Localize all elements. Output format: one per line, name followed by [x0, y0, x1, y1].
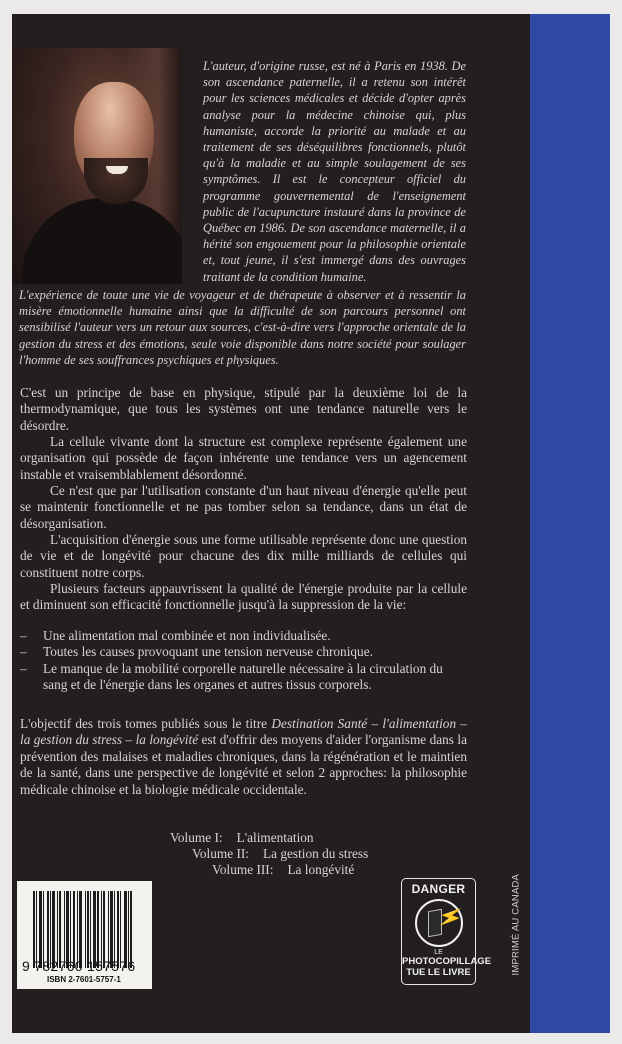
volume-title: L'alimentation [236, 830, 314, 845]
volume-number: Volume II: [192, 846, 249, 861]
objective-paragraph [20, 716, 467, 798]
volume-title: La longévité [287, 862, 355, 877]
list-item [20, 644, 467, 660]
list-item-text: Une alimentation mal combinée et non individualisée. [43, 628, 331, 643]
objective-rest: est d'offrir des moyens d'aider l'organisme dans la prévention des malaises et maladies chroniques, dans la régénération et le maintien de la santé, dans une perspective de longévité et selon 2 approches: la philosophie médicale chinoise et la biologie médicale occidentale. [20, 732, 467, 797]
printed-in-label: IMPRIMÉ AU CANADA [510, 873, 522, 976]
barcode-bars [33, 891, 143, 968]
list-item [20, 661, 467, 694]
blue-spine-stripe [530, 14, 610, 1033]
volume-row [212, 862, 354, 878]
danger-line-2: TUE LE LIVRE [406, 967, 471, 978]
author-bio-paragraph: L'auteur, d'origine russe, est né à Paris en 1938. De son ascendance paternelle, il a retenu son intérêt pour les sciences médicales et décide d'opter après analyse pour la médecine chinoise qui, plus humaniste, accorde la priorité au malade et au traitement de ses déséquilibres fonctionnels, plutôt qu'à la maladie et au simple soulagement de ses symptômes. Il est le concepteur officiel du programme gouvernemental de l'enseignement public de l'acupuncture instauré dans la province de Québec en 1986. De son ascendance maternelle, il a hérité son engouement pour la philosophie orientale et, tout jeune, il s'est immergé dans des ouvrages traitant de la condition humaine. [203, 59, 466, 284]
series-title: Destination Santé – l'alimentation – la gestion du stress – la longévité [20, 716, 467, 748]
volume-number: Volume III: [212, 862, 274, 877]
dash-bullet: – [20, 660, 27, 676]
danger-line-1: PHOTOCOPILLAGE [402, 956, 492, 967]
body-paragraph-5: Plusieurs facteurs appauvrissent la qualité de l'énergie produite par la cellule et diminuent son efficacité fonctionnelle jusqu'à la suppression de la vie: [20, 581, 467, 613]
volume-title: La gestion du stress [263, 846, 369, 861]
body-paragraph-1: C'est un principe de base en physique, stipulé par la deuxième loi de la thermodynamique, que tous les systèmes ont une tendance naturelle vers le désordre. [20, 385, 467, 433]
dash-bullet: – [20, 628, 27, 643]
objective-lead: L'objectif des trois tomes publiés sous le titre [20, 716, 272, 731]
factor-list [20, 628, 467, 694]
book-lightning-icon [415, 899, 466, 947]
list-item [20, 628, 467, 644]
danger-le: LE [434, 949, 443, 956]
barcode-digits: 9 782760 157576 [22, 958, 136, 974]
lightning-icon: ⚡ [434, 903, 466, 933]
isbn-barcode [17, 881, 152, 989]
danger-title: DANGER [411, 882, 466, 896]
isbn-number: ISBN 2-7601-5757-1 [47, 975, 121, 984]
danger-photocopy-badge [401, 878, 492, 985]
volume-row [170, 830, 314, 846]
body-paragraph-2: La cellule vivante dont la structure est complexe représente également une organisation qui possède de façon inhérente une tendance vers un agencement instable et vraisemblablement désordonné. [20, 434, 467, 482]
dash-bullet: – [20, 644, 27, 660]
volume-row [192, 846, 368, 862]
volume-number: Volume I: [170, 830, 223, 845]
list-item-text: Toutes les causes provoquant une tension nerveuse chronique. [43, 644, 373, 660]
list-item-text: Le manque de la mobilité corporelle naturelle nécessaire à la circulation du sang et de l'énergie dans les organes et autres tissus corporels. [43, 660, 443, 693]
body-paragraph-4: L'acquisition d'énergie sous une forme utilisable représente donc une question de vie et de longévité pour chacune des dix mille milliards de cellules qui constituent notre corps. [20, 532, 467, 580]
author-photo [12, 48, 182, 284]
body-paragraph-3: Ce n'est que par l'utilisation constante d'un haut niveau d'énergie qu'elle peut se maintenir fonctionnelle et ne pas tomber selon sa tendance, dans un état de désorganisation. [20, 483, 467, 531]
author-experience-paragraph: L'expérience de toute une vie de voyageur et de thérapeute à observer et à ressentir la misère émotionnelle humaine ainsi que la difficulté de son parcours personnel ont sensibilisé l'auteur vers un retour aux sources, c'est-à-dire vers l'approche orientale de la gestion du stress et des émotions, seule voie disponible dans notre société pour soulager l'homme de ses souffrances psychiques et physiques. [19, 288, 466, 367]
